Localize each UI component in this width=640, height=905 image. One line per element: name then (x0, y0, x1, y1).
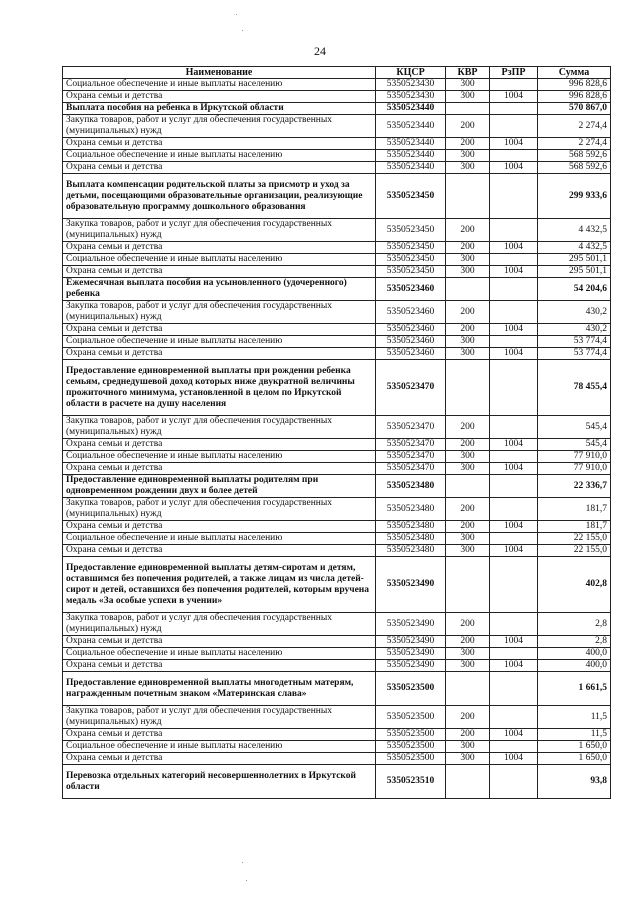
cell-sum: 996 828,6 (538, 79, 611, 91)
scan-speck (242, 862, 243, 863)
table-row (63, 324, 611, 336)
table-row (63, 254, 611, 266)
cell-name: Закупка товаров, работ и услуг для обеспечения государственных (муниципальных) нужд (63, 706, 376, 729)
table-row (63, 729, 611, 741)
cell-rzpr: 1004 (490, 729, 538, 741)
cell-sum: 11,5 (538, 706, 611, 729)
table-row (63, 521, 611, 533)
cell-kcsr: 5350523480 (376, 475, 446, 498)
cell-sum: 4 432,5 (538, 219, 611, 242)
cell-name: Предоставление единовременной выплаты детям-сиротам и детям, оставшимся без попечения родителей, а также лицам из числа детей-сирот и детей, оставшихся без попечения родителей, которым вручена медаль «За особые успехи в учении» (63, 557, 376, 613)
cell-kvr: 300 (446, 533, 490, 545)
cell-sum: 77 910,0 (538, 463, 611, 475)
cell-rzpr (490, 648, 538, 660)
cell-sum: 1 661,5 (538, 672, 611, 706)
cell-rzpr: 1004 (490, 138, 538, 150)
cell-kcsr: 5350523490 (376, 648, 446, 660)
cell-name: Охрана семьи и детства (63, 266, 376, 278)
cell-name: Перевозка отдельных категорий несовершеннолетних в Иркутской области (63, 765, 376, 799)
cell-sum: 430,2 (538, 301, 611, 324)
cell-kcsr: 5350523440 (376, 115, 446, 138)
cell-kcsr: 5350523460 (376, 336, 446, 348)
cell-kvr: 200 (446, 324, 490, 336)
cell-rzpr (490, 278, 538, 301)
cell-rzpr (490, 451, 538, 463)
cell-name: Социальное обеспечение и иные выплаты населению (63, 79, 376, 91)
cell-kcsr: 5350523430 (376, 91, 446, 103)
cell-kcsr: 5350523490 (376, 613, 446, 636)
cell-rzpr: 1004 (490, 545, 538, 557)
cell-sum: 568 592,6 (538, 162, 611, 174)
cell-sum: 295 501,1 (538, 266, 611, 278)
cell-name: Закупка товаров, работ и услуг для обеспечения государственных (муниципальных) нужд (63, 498, 376, 521)
cell-kcsr: 5350523510 (376, 765, 446, 799)
cell-sum: 570 867,0 (538, 103, 611, 115)
table-row-section (63, 557, 611, 613)
table-row (63, 636, 611, 648)
cell-kcsr: 5350523440 (376, 138, 446, 150)
table-row (63, 463, 611, 475)
cell-name: Социальное обеспечение и иные выплаты населению (63, 533, 376, 545)
cell-name: Ежемесячная выплата пособия на усыновленного (удочеренного) ребенка (63, 278, 376, 301)
cell-kvr: 300 (446, 660, 490, 672)
cell-rzpr: 1004 (490, 521, 538, 533)
cell-kcsr: 5350523470 (376, 463, 446, 475)
cell-name: Выплата пособия на ребенка в Иркутской области (63, 103, 376, 115)
table-row-section (63, 103, 611, 115)
cell-sum: 1 650,0 (538, 741, 611, 753)
cell-name: Охрана семьи и детства (63, 636, 376, 648)
cell-sum: 22 155,0 (538, 545, 611, 557)
page-number: 24 (314, 44, 326, 58)
table-row (63, 79, 611, 91)
header-rzpr: РзПР (490, 67, 538, 79)
cell-name: Охрана семьи и детства (63, 439, 376, 451)
cell-kvr: 200 (446, 301, 490, 324)
cell-kvr: 300 (446, 336, 490, 348)
cell-name: Охрана семьи и детства (63, 162, 376, 174)
cell-sum: 54 204,6 (538, 278, 611, 301)
cell-kvr: 200 (446, 242, 490, 254)
cell-rzpr (490, 254, 538, 266)
cell-kcsr: 5350523450 (376, 266, 446, 278)
cell-name: Закупка товаров, работ и услуг для обеспечения государственных (муниципальных) нужд (63, 115, 376, 138)
cell-kcsr: 5350523440 (376, 162, 446, 174)
cell-kvr: 300 (446, 150, 490, 162)
cell-sum: 430,2 (538, 324, 611, 336)
cell-kcsr: 5350523500 (376, 741, 446, 753)
scan-speck (236, 14, 237, 15)
cell-rzpr: 1004 (490, 348, 538, 360)
cell-kvr: 300 (446, 463, 490, 475)
cell-name: Закупка товаров, работ и услуг для обеспечения государственных (муниципальных) нужд (63, 219, 376, 242)
table-row (63, 451, 611, 463)
table-row (63, 753, 611, 765)
cell-kvr: 200 (446, 416, 490, 439)
cell-kcsr: 5350523470 (376, 439, 446, 451)
cell-name: Охрана семьи и детства (63, 660, 376, 672)
cell-kvr (446, 475, 490, 498)
cell-kcsr: 5350523460 (376, 324, 446, 336)
scan-speck (246, 880, 247, 881)
cell-kvr: 300 (446, 266, 490, 278)
cell-name: Охрана семьи и детства (63, 348, 376, 360)
cell-name: Предоставление единовременной выплаты многодетным матерям, награжденным почетным знаком «Материнская слава» (63, 672, 376, 706)
cell-name: Охрана семьи и детства (63, 753, 376, 765)
cell-rzpr: 1004 (490, 91, 538, 103)
table-row-section (63, 174, 611, 219)
cell-rzpr (490, 475, 538, 498)
cell-sum: 22 336,7 (538, 475, 611, 498)
cell-kvr: 300 (446, 451, 490, 463)
cell-sum: 77 910,0 (538, 451, 611, 463)
header-kvr: КВР (446, 67, 490, 79)
cell-kcsr: 5350523480 (376, 521, 446, 533)
cell-sum: 11,5 (538, 729, 611, 741)
cell-sum: 4 432,5 (538, 242, 611, 254)
table-row-section (63, 360, 611, 416)
table-row-section (63, 672, 611, 706)
cell-kvr: 300 (446, 348, 490, 360)
cell-kvr: 200 (446, 706, 490, 729)
cell-sum: 78 455,4 (538, 360, 611, 416)
cell-kcsr: 5350523460 (376, 348, 446, 360)
cell-kvr: 300 (446, 254, 490, 266)
cell-kcsr: 5350523450 (376, 242, 446, 254)
cell-rzpr (490, 533, 538, 545)
table-row (63, 242, 611, 254)
table-row (63, 91, 611, 103)
table-row (63, 498, 611, 521)
cell-kcsr: 5350523470 (376, 451, 446, 463)
table-row (63, 648, 611, 660)
header-sum: Сумма (538, 67, 611, 79)
cell-name: Охрана семьи и детства (63, 521, 376, 533)
cell-rzpr: 1004 (490, 162, 538, 174)
cell-kcsr: 5350523490 (376, 636, 446, 648)
cell-name: Выплата компенсации родительской платы за присмотр и уход за детьми, посещающими образовательные организации, реализующие образовательную программу дошкольного образования (63, 174, 376, 219)
cell-kcsr: 5350523450 (376, 174, 446, 219)
cell-name: Охрана семьи и детства (63, 91, 376, 103)
cell-kvr: 200 (446, 138, 490, 150)
cell-sum: 402,8 (538, 557, 611, 613)
table-body (63, 79, 611, 799)
cell-kvr: 300 (446, 741, 490, 753)
table-row (63, 545, 611, 557)
cell-kvr (446, 557, 490, 613)
table-row (63, 219, 611, 242)
table-row (63, 741, 611, 753)
cell-kvr: 200 (446, 613, 490, 636)
cell-kcsr: 5350523450 (376, 219, 446, 242)
cell-kcsr: 5350523440 (376, 103, 446, 115)
cell-sum: 996 828,6 (538, 91, 611, 103)
cell-sum: 93,8 (538, 765, 611, 799)
cell-kvr: 200 (446, 115, 490, 138)
cell-kcsr: 5350523480 (376, 533, 446, 545)
cell-rzpr (490, 301, 538, 324)
cell-kcsr: 5350523430 (376, 79, 446, 91)
cell-name: Предоставление единовременной выплаты при рождении ребенка семьям, среднедушевой доход которых ниже двукратной величины прожиточного минимума, установленной в целом по Иркутской области в расчете на душу населения (63, 360, 376, 416)
cell-name: Социальное обеспечение и иные выплаты населению (63, 150, 376, 162)
cell-rzpr (490, 79, 538, 91)
cell-sum: 299 933,6 (538, 174, 611, 219)
cell-rzpr: 1004 (490, 660, 538, 672)
table-row (63, 336, 611, 348)
cell-kvr: 200 (446, 219, 490, 242)
table-header-row (63, 67, 611, 79)
cell-name: Охрана семьи и детства (63, 138, 376, 150)
cell-name: Социальное обеспечение и иные выплаты населению (63, 451, 376, 463)
table-row (63, 301, 611, 324)
cell-sum: 53 774,4 (538, 336, 611, 348)
cell-rzpr (490, 741, 538, 753)
table-row-section (63, 765, 611, 799)
cell-rzpr (490, 613, 538, 636)
cell-kcsr: 5350523460 (376, 278, 446, 301)
cell-kvr: 300 (446, 79, 490, 91)
cell-name: Охрана семьи и детства (63, 545, 376, 557)
cell-kcsr: 5350523500 (376, 729, 446, 741)
cell-rzpr: 1004 (490, 266, 538, 278)
cell-rzpr: 1004 (490, 753, 538, 765)
table-row (63, 348, 611, 360)
cell-rzpr: 1004 (490, 636, 538, 648)
cell-kvr: 200 (446, 729, 490, 741)
cell-kvr: 300 (446, 162, 490, 174)
cell-sum: 545,4 (538, 416, 611, 439)
table-row (63, 660, 611, 672)
cell-rzpr (490, 672, 538, 706)
cell-kvr (446, 174, 490, 219)
cell-rzpr (490, 219, 538, 242)
cell-sum: 181,7 (538, 498, 611, 521)
cell-name: Социальное обеспечение и иные выплаты населению (63, 648, 376, 660)
cell-rzpr: 1004 (490, 463, 538, 475)
cell-kvr (446, 360, 490, 416)
cell-name: Социальное обеспечение и иные выплаты населению (63, 254, 376, 266)
cell-kvr: 200 (446, 521, 490, 533)
table-row (63, 115, 611, 138)
table-row (63, 138, 611, 150)
cell-sum: 2 274,4 (538, 115, 611, 138)
cell-kvr (446, 103, 490, 115)
cell-kcsr: 5350523470 (376, 416, 446, 439)
cell-kcsr: 5350523480 (376, 545, 446, 557)
cell-sum: 2 274,4 (538, 138, 611, 150)
cell-kvr: 200 (446, 498, 490, 521)
cell-rzpr (490, 360, 538, 416)
cell-rzpr (490, 557, 538, 613)
cell-kvr: 200 (446, 439, 490, 451)
cell-name: Охрана семьи и детства (63, 463, 376, 475)
cell-name: Социальное обеспечение и иные выплаты населению (63, 336, 376, 348)
table-row (63, 416, 611, 439)
cell-kvr: 300 (446, 91, 490, 103)
cell-rzpr: 1004 (490, 439, 538, 451)
cell-sum: 2,8 (538, 636, 611, 648)
cell-sum: 400,0 (538, 648, 611, 660)
cell-rzpr (490, 498, 538, 521)
table-row (63, 266, 611, 278)
cell-kcsr: 5350523460 (376, 301, 446, 324)
cell-name: Закупка товаров, работ и услуг для обеспечения государственных (муниципальных) нужд (63, 613, 376, 636)
cell-kcsr: 5350523490 (376, 660, 446, 672)
cell-sum: 181,7 (538, 521, 611, 533)
budget-table (62, 66, 611, 799)
scan-speck (242, 30, 243, 31)
cell-kcsr: 5350523450 (376, 254, 446, 266)
cell-name: Охрана семьи и детства (63, 729, 376, 741)
table-row (63, 613, 611, 636)
cell-kvr: 200 (446, 636, 490, 648)
cell-kcsr: 5350523500 (376, 706, 446, 729)
header-name: Наименование (63, 67, 376, 79)
cell-rzpr (490, 765, 538, 799)
cell-kcsr: 5350523500 (376, 672, 446, 706)
cell-rzpr (490, 150, 538, 162)
cell-rzpr (490, 174, 538, 219)
cell-sum: 400,0 (538, 660, 611, 672)
cell-rzpr: 1004 (490, 242, 538, 254)
cell-rzpr (490, 706, 538, 729)
cell-kvr (446, 765, 490, 799)
cell-name: Закупка товаров, работ и услуг для обеспечения государственных (муниципальных) нужд (63, 301, 376, 324)
cell-kcsr: 5350523500 (376, 753, 446, 765)
cell-kcsr: 5350523470 (376, 360, 446, 416)
table-row-section (63, 475, 611, 498)
cell-kvr: 300 (446, 753, 490, 765)
cell-kvr (446, 278, 490, 301)
cell-kcsr: 5350523440 (376, 150, 446, 162)
table-row (63, 150, 611, 162)
cell-kcsr: 5350523490 (376, 557, 446, 613)
cell-kvr: 300 (446, 545, 490, 557)
cell-sum: 545,4 (538, 439, 611, 451)
cell-name: Предоставление единовременной выплаты родителям при одновременном рождении двух и более детей (63, 475, 376, 498)
cell-rzpr (490, 416, 538, 439)
cell-rzpr (490, 103, 538, 115)
cell-sum: 568 592,6 (538, 150, 611, 162)
cell-name: Охрана семьи и детства (63, 242, 376, 254)
cell-sum: 295 501,1 (538, 254, 611, 266)
table-row (63, 533, 611, 545)
cell-sum: 1 650,0 (538, 753, 611, 765)
table-row (63, 706, 611, 729)
cell-rzpr: 1004 (490, 324, 538, 336)
cell-name: Социальное обеспечение и иные выплаты населению (63, 741, 376, 753)
cell-kvr (446, 672, 490, 706)
cell-sum: 53 774,4 (538, 348, 611, 360)
cell-kvr: 300 (446, 648, 490, 660)
table-row (63, 439, 611, 451)
cell-rzpr (490, 336, 538, 348)
table-row-section (63, 278, 611, 301)
table-row (63, 162, 611, 174)
header-kcsr: КЦСР (376, 67, 446, 79)
cell-kcsr: 5350523480 (376, 498, 446, 521)
cell-sum: 2,8 (538, 613, 611, 636)
cell-rzpr (490, 115, 538, 138)
cell-sum: 22 155,0 (538, 533, 611, 545)
cell-name: Охрана семьи и детства (63, 324, 376, 336)
cell-name: Закупка товаров, работ и услуг для обеспечения государственных (муниципальных) нужд (63, 416, 376, 439)
